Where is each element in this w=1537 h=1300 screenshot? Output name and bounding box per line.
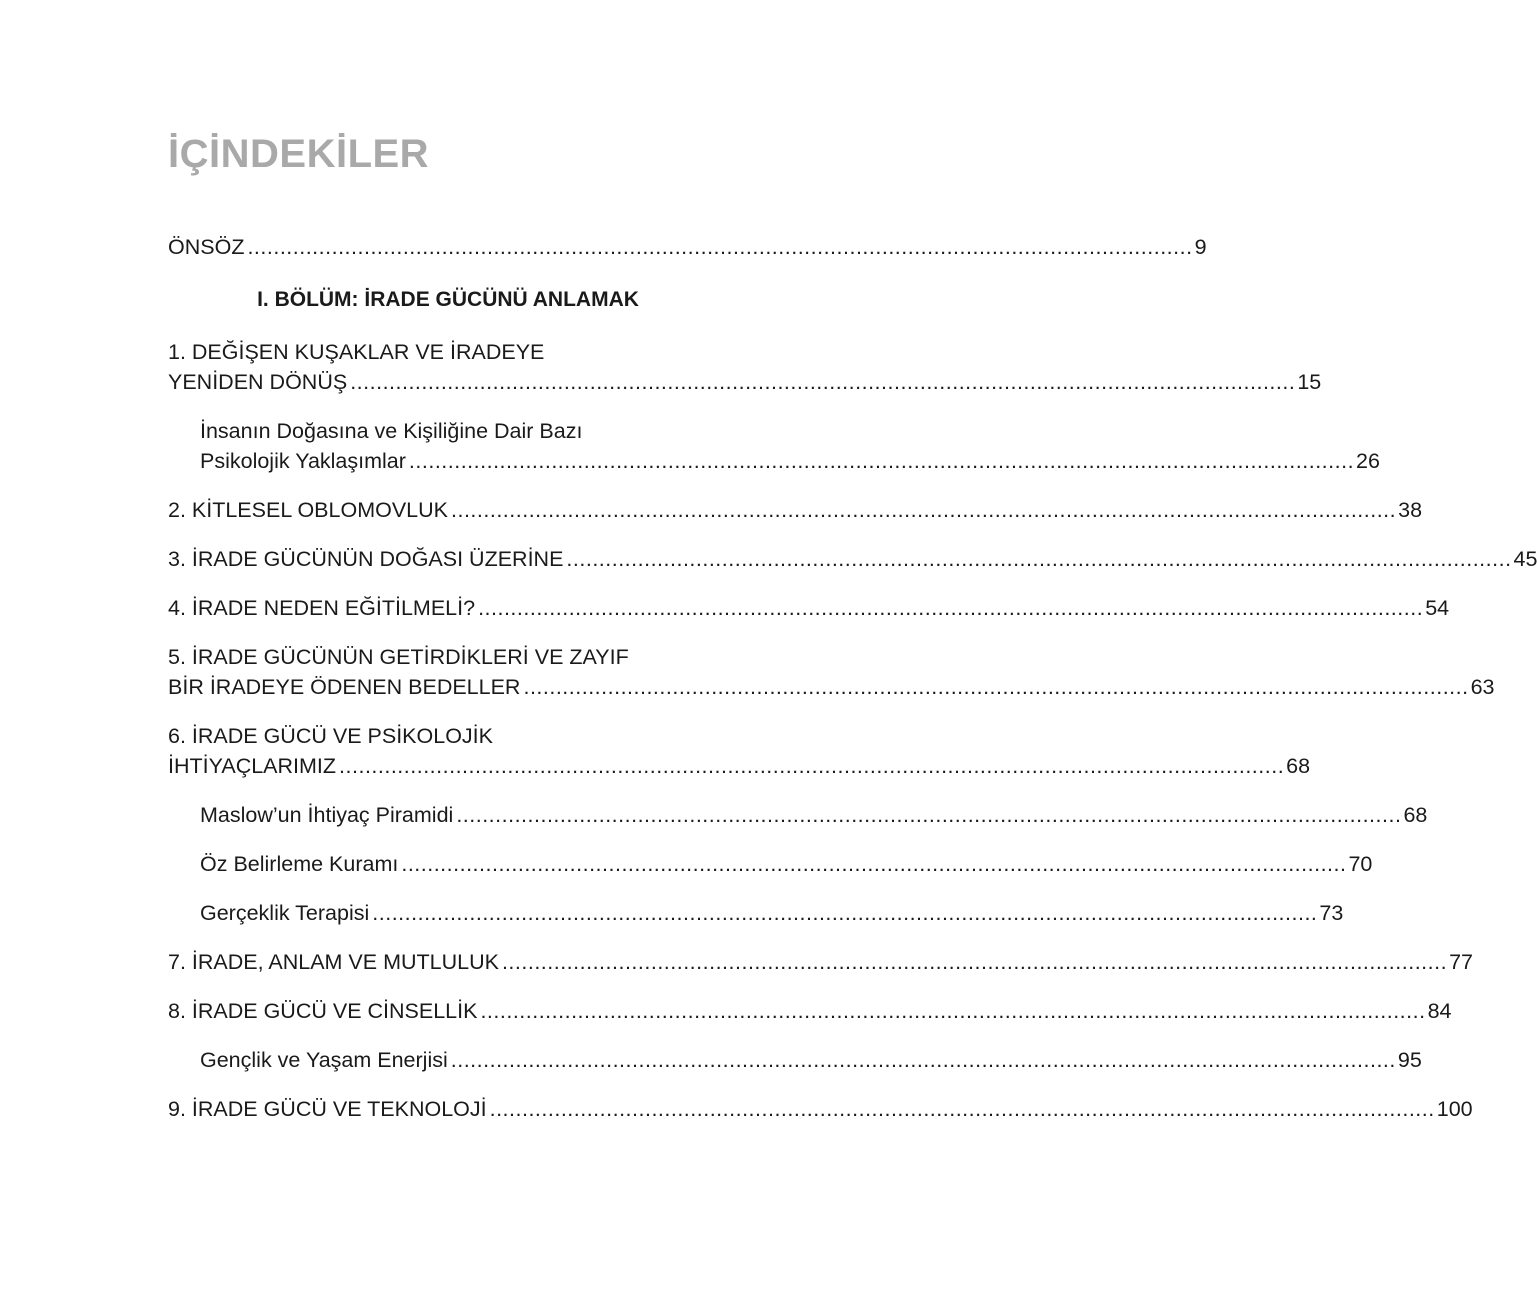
- toc-entry-label-line: 1. DEĞİŞEN KUŞAKLAR VE İRADEYE: [168, 340, 545, 364]
- toc-page-number: 26: [1356, 449, 1380, 473]
- toc-page-number: 63: [1470, 675, 1495, 699]
- dot-leader: ..................................................................................................................................................: [350, 370, 1296, 394]
- toc-page-number: 68: [1286, 754, 1311, 778]
- toc-entry-label: 8. İRADE GÜCÜ VE CİNSELLİK: [168, 999, 478, 1023]
- toc-page-number: 68: [1403, 803, 1428, 827]
- toc-entry-label: 9. İRADE GÜCÜ VE TEKNOLOJİ: [168, 1097, 487, 1121]
- dot-leader: ..................................................................................................................................................: [456, 803, 1402, 827]
- dot-leader: ..................................................................................................................................................: [339, 754, 1285, 778]
- toc-entry: [168, 996, 1452, 1026]
- part-heading: I. BÖLÜM: İRADE GÜCÜNÜ ANLAMAK: [257, 288, 639, 311]
- toc-subentry: [168, 898, 1344, 928]
- dot-leader: ..................................................................................................................................................: [566, 547, 1512, 571]
- toc-entry-label: Gerçeklik Terapisi: [200, 901, 370, 925]
- toc-subentry: [168, 849, 1373, 879]
- toc-page-number: 9: [1194, 235, 1207, 259]
- toc-page-number: 84: [1427, 999, 1452, 1023]
- dot-leader: ..................................................................................................................................................: [450, 1048, 1396, 1072]
- dot-leader: ..................................................................................................................................................: [401, 852, 1347, 876]
- toc-entry-label: 3. İRADE GÜCÜNÜN DOĞASI ÜZERİNE: [168, 547, 564, 571]
- dot-leader: ..................................................................................................................................................: [408, 449, 1355, 473]
- toc-entry-label: Gençlik ve Yaşam Enerjisi: [200, 1048, 448, 1072]
- toc-entry-onsoz: [168, 232, 1207, 262]
- toc-entry: [168, 947, 1473, 977]
- toc-subentry: [168, 1045, 1422, 1075]
- toc-entry: [168, 495, 1423, 525]
- toc-entry-label: Maslow’un İhtiyaç Piramidi: [200, 803, 454, 827]
- toc-page-number: 54: [1425, 596, 1450, 620]
- dot-leader: ..................................................................................................................................................: [489, 1097, 1435, 1121]
- toc-entry-label: İHTİYAÇLARIMIZ: [168, 754, 337, 778]
- toc-entry-label: BİR İRADEYE ÖDENEN BEDELLER: [168, 675, 521, 699]
- toc-page-number: 77: [1449, 950, 1473, 974]
- toc-entry: [168, 337, 1322, 397]
- toc-page-number: 70: [1348, 852, 1373, 876]
- dot-leader: ..................................................................................................................................................: [372, 901, 1318, 925]
- toc-page-number: 45: [1513, 547, 1537, 571]
- toc-entry-label: Psikolojik Yaklaşımlar: [200, 449, 406, 473]
- toc-page-number: 38: [1398, 498, 1423, 522]
- toc-entry-label: ÖNSÖZ: [168, 235, 245, 259]
- dot-leader: ..................................................................................................................................................: [501, 950, 1448, 974]
- toc-page-number: 15: [1297, 370, 1322, 394]
- toc-entry-label-line: 6. İRADE GÜCÜ VE PSİKOLOJİK: [168, 724, 493, 748]
- toc-page-number: 73: [1319, 901, 1344, 925]
- dot-leader: ..................................................................................................................................................: [451, 498, 1397, 522]
- toc-entry: [168, 1094, 1473, 1124]
- toc-subentry: [168, 416, 1380, 476]
- toc-entry-label-line: 5. İRADE GÜCÜNÜN GETİRDİKLERİ VE ZAYIF: [168, 645, 629, 669]
- page-title: İÇİNDEKİLER: [168, 132, 430, 176]
- toc-entry: [168, 642, 1495, 702]
- toc-entry-label: YENİDEN DÖNÜŞ: [168, 370, 348, 394]
- toc-entry-label: 4. İRADE NEDEN EĞİTİLMELİ?: [168, 596, 476, 620]
- toc-entry-label: 2. KİTLESEL OBLOMOVLUK: [168, 498, 449, 522]
- table-of-contents: [168, 232, 1537, 1143]
- toc-entry-label: Öz Belirleme Kuramı: [200, 852, 399, 876]
- toc-subentry: [168, 800, 1428, 830]
- toc-entry: [168, 593, 1450, 623]
- dot-leader: ..................................................................................................................................................: [480, 999, 1426, 1023]
- toc-entry-label: 7. İRADE, ANLAM VE MUTLULUK: [168, 950, 499, 974]
- toc-page-number: 100: [1436, 1097, 1473, 1121]
- dot-leader: ..................................................................................................................................................: [478, 596, 1424, 620]
- toc-entry: [168, 721, 1311, 781]
- toc-entry-label-line: İnsanın Doğasına ve Kişiliğine Dair Bazı: [200, 419, 583, 443]
- toc-entry: [168, 544, 1537, 574]
- toc-page-number: 95: [1397, 1048, 1422, 1072]
- dot-leader: ..................................................................................................................................................: [523, 675, 1469, 699]
- dot-leader: ..................................................................................................................................................: [247, 235, 1193, 259]
